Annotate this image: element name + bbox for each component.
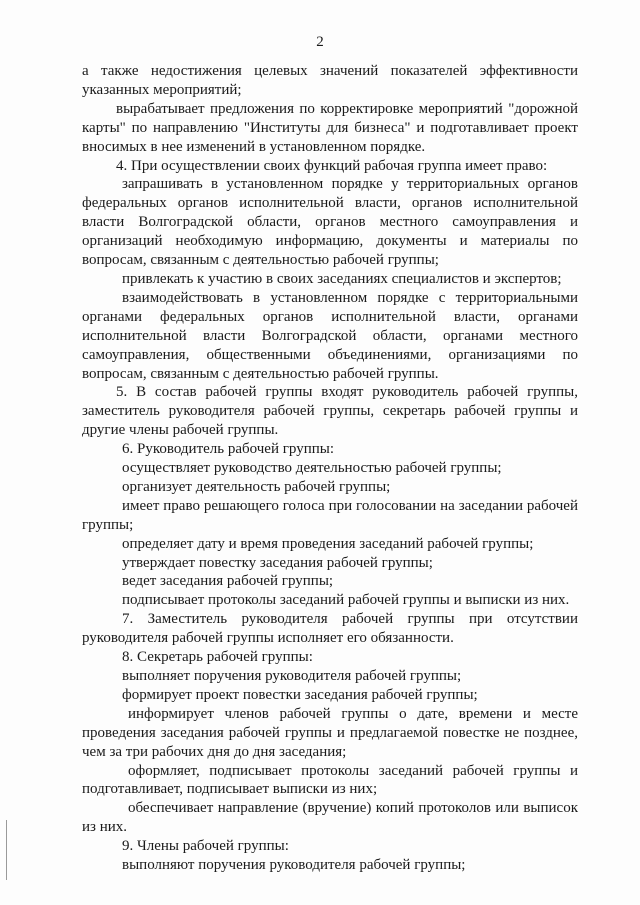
paragraph: 8. Секретарь рабочей группы: <box>122 649 313 666</box>
document-body <box>82 62 578 875</box>
paragraph: 7. Заместитель руководителя рабочей группы при отсутствии руководителя рабочей группы исполняет его обязанности. <box>82 611 578 647</box>
paragraph: вырабатывает предложения по корректировке мероприятий "дорожной карты" по направлению "Институты для бизнеса" и подготавливает проект вносимых в нее изменений в установленном порядке. <box>82 100 578 155</box>
paragraph: ведет заседания рабочей группы; <box>122 573 334 590</box>
page-number: 2 <box>316 34 324 50</box>
paragraph: осуществляет руководство деятельностью рабочей группы; <box>122 460 502 477</box>
paragraph: а также недостижения целевых значений показателей эффективности указанных мероприятий; <box>82 63 578 98</box>
paragraph: обеспечивает направление (вручение) копий протоколов или выписок из них. <box>82 800 578 836</box>
paragraph: формирует проект повестки заседания рабочей группы; <box>122 686 478 703</box>
paragraph: 9. Члены рабочей группы: <box>122 838 289 855</box>
paragraph: определяет дату и время проведения заседаний рабочей группы; <box>122 535 534 552</box>
paragraph: 4. При осуществлении своих функций рабочая группа имеет право: <box>116 157 548 174</box>
paragraph: привлекать к участию в своих заседаниях специалистов и экспертов; <box>122 270 562 287</box>
paragraph: подписывает протоколы заседаний рабочей группы и выписки из них. <box>122 592 570 609</box>
paragraph: информирует членов рабочей группы о дате, времени и месте проведения заседания рабочей группы и предлагаемой повестке не позднее, чем за три рабочих дня до дня заседания; <box>82 705 578 760</box>
paragraph: 5. В состав рабочей группы входят руководитель рабочей группы, заместитель руководителя рабочей группы, секретарь рабочей группы и другие члены рабочей группы. <box>82 384 578 439</box>
paragraph: выполняет поручения руководителя рабочей группы; <box>122 668 462 684</box>
paragraph: утверждает повестку заседания рабочей группы; <box>122 554 433 571</box>
paragraph: выполняют поручения руководителя рабочей группы; <box>122 857 466 874</box>
paragraph: взаимодействовать в установленном порядке с территориальными органами федеральных органов исполнительной власти, органами исполнительной власти Волгоградской области, органами местного самоуправления, общественными объединениями, организациями по вопросам, связанным с деятельностью рабочей группы. <box>82 289 578 382</box>
paragraph: оформляет, подписывает протоколы заседаний рабочей группы и подготавливает, подписывает выписки из них; <box>82 762 578 798</box>
scan-edge-mark <box>6 820 7 880</box>
paragraph: 6. Руководитель рабочей группы: <box>122 441 334 458</box>
paragraph: запрашивать в установленном порядке у территориальных органов федеральных органов исполнительной власти, органов исполнительной власти Волгоградской области, органов местного самоуправления и организаций необходимую информацию, документы и материалы по вопросам, связанным с деятельностью рабочей группы; <box>82 176 578 269</box>
paragraph: имеет право решающего голоса при голосовании на заседании рабочей группы; <box>82 497 578 533</box>
paragraph: организует деятельность рабочей группы; <box>122 478 391 495</box>
